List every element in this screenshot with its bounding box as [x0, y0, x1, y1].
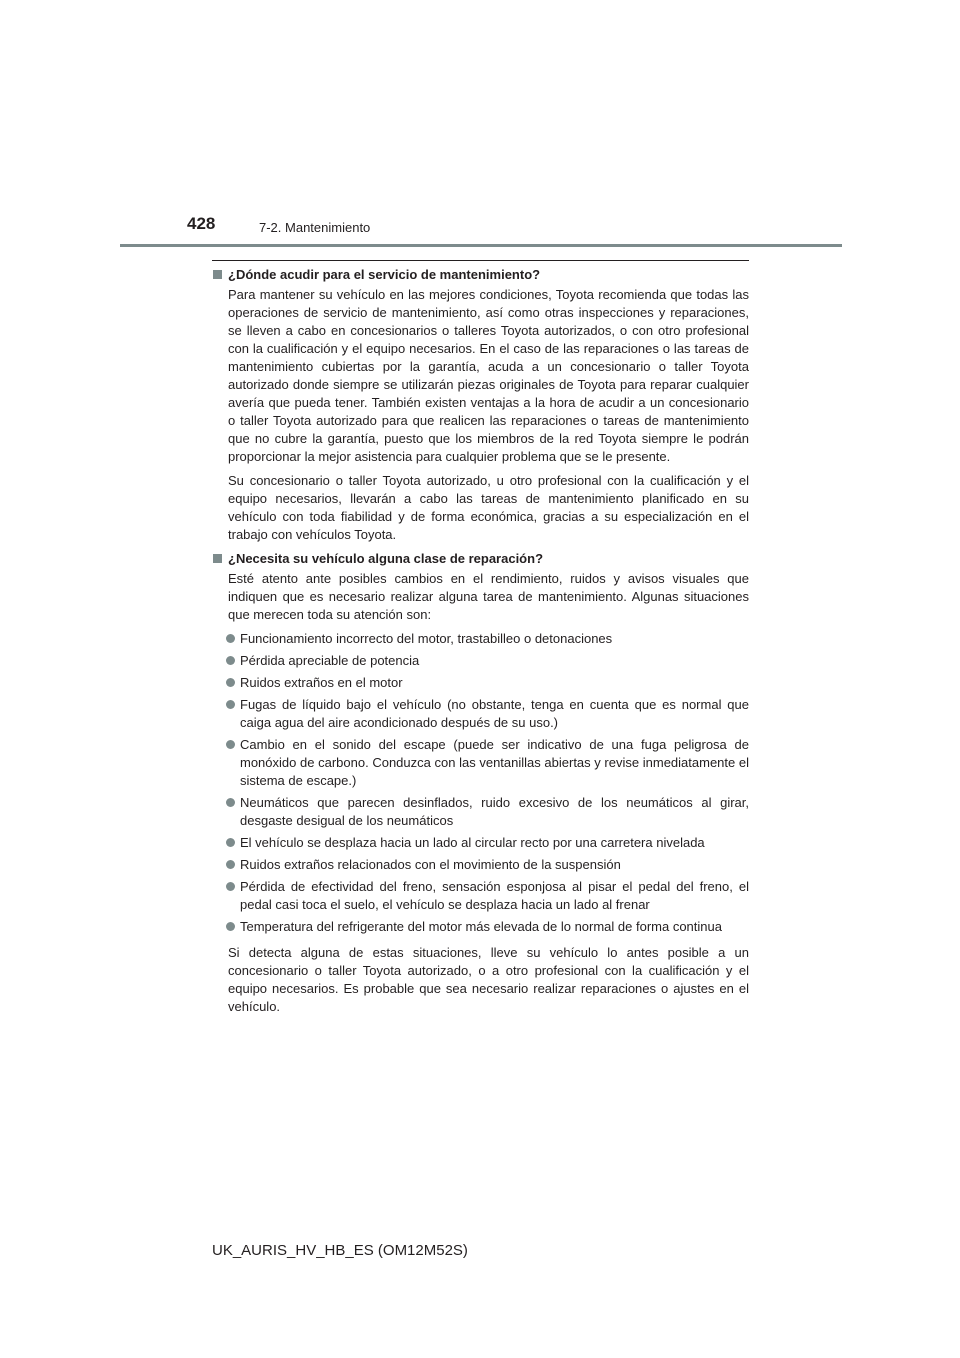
section-heading-text: ¿Dónde acudir para el servicio de mantenimiento?: [228, 267, 541, 282]
circle-bullet-icon: [226, 798, 235, 807]
circle-bullet-icon: [226, 678, 235, 687]
header-rule: [120, 244, 842, 247]
list-item: Neumáticos que parecen desinflados, ruido excesivo de los neumáticos al girar, desgaste desigual de los neumáticos: [212, 794, 749, 830]
list-item: El vehículo se desplaza hacia un lado al circular recto por una carretera nivelada: [212, 834, 749, 852]
section-heading-text: ¿Necesita su vehículo alguna clase de reparación?: [228, 551, 544, 566]
page-content: [212, 266, 749, 1022]
paragraph: Si detecta alguna de estas situaciones, lleve su vehículo lo antes posible a un concesionario o taller Toyota autorizado, o a otro profesional con la cualificación y el equipo necesarios. Es probable que sea necesario realizar reparaciones o ajustes en el vehículo.: [228, 945, 749, 1014]
list-item: Pérdida de efectividad del freno, sensación esponjosa al pisar el pedal del freno, el pedal casi toca el suelo, el vehículo se desplaza hacia un lado al frenar: [212, 878, 749, 914]
circle-bullet-icon: [226, 882, 235, 891]
circle-bullet-icon: [226, 922, 235, 931]
list-item: Ruidos extraños en el motor: [212, 674, 749, 692]
page-number: 428: [187, 214, 216, 233]
circle-bullet-icon: [226, 838, 235, 847]
circle-bullet-icon: [226, 634, 235, 643]
manual-code: UK_AURIS_HV_HB_ES (OM12M52S): [212, 1242, 468, 1259]
square-bullet-icon: [213, 554, 222, 563]
content-rule: [212, 260, 749, 261]
list-item: Fugas de líquido bajo el vehículo (no obstante, tenga en cuenta que es normal que caiga agua del aire acondicionado después de su uso.): [212, 696, 749, 732]
circle-bullet-icon: [226, 740, 235, 749]
circle-bullet-icon: [226, 656, 235, 665]
circle-bullet-icon: [226, 860, 235, 869]
paragraph: Para mantener su vehículo en las mejores condiciones, Toyota recomienda que todas las operaciones de servicio de mantenimiento, así como otras inspecciones y reparaciones, se lleven a cabo en concesionarios o talleres Toyota autorizados, o con otro profesional con la cualificación y el equipo necesarios. En el caso de las reparaciones o las tareas de mantenimiento cubiertas por la garantía, acuda a un concesionario o taller Toyota autorizado donde siempre se utilizarán piezas originales de Toyota para reparar cualquier avería que pueda tener. También existen ventajas a la hora de acudir a un concesionario o taller Toyota autorizado para que realicen las reparaciones o tareas de mantenimiento que no cubre la garantía, puesto que los miembros de la red Toyota siempre le podrán proporcionar la mejor asistencia para cualquier problema que se le presente.: [228, 287, 749, 464]
paragraph: Esté atento ante posibles cambios en el rendimiento, ruidos y avisos visuales que indiquen que es necesario realizar alguna tarea de mantenimiento. Algunas situaciones que merecen toda su atención son:: [228, 571, 749, 622]
square-bullet-icon: [213, 270, 222, 279]
circle-bullet-icon: [226, 700, 235, 709]
list-item: Temperatura del refrigerante del motor más elevada de lo normal de forma continua: [212, 918, 749, 936]
list-item: Pérdida apreciable de potencia: [212, 652, 749, 670]
list-item: Funcionamiento incorrecto del motor, trastabilleo o detonaciones: [212, 630, 749, 648]
list-item: Cambio en el sonido del escape (puede ser indicativo de una fuga peligrosa de monóxido de carbono. Conduzca con las ventanillas abiertas y revise inmediatamente el sistema de escape.): [212, 736, 749, 790]
section-heading-repair: [212, 550, 749, 568]
section-title: 7-2. Mantenimiento: [259, 220, 371, 235]
symptom-list: [212, 630, 749, 936]
section-heading-service: [212, 266, 749, 284]
list-item: Ruidos extraños relacionados con el movimiento de la suspensión: [212, 856, 749, 874]
paragraph: Su concesionario o taller Toyota autorizado, u otro profesional con la cualificación y el equipo necesarios, llevarán a cabo las tareas de mantenimiento planificado en su vehículo con toda fiabilidad y de forma económica, gracias a su especialización en el trabajo con vehículos Toyota.: [228, 473, 749, 542]
